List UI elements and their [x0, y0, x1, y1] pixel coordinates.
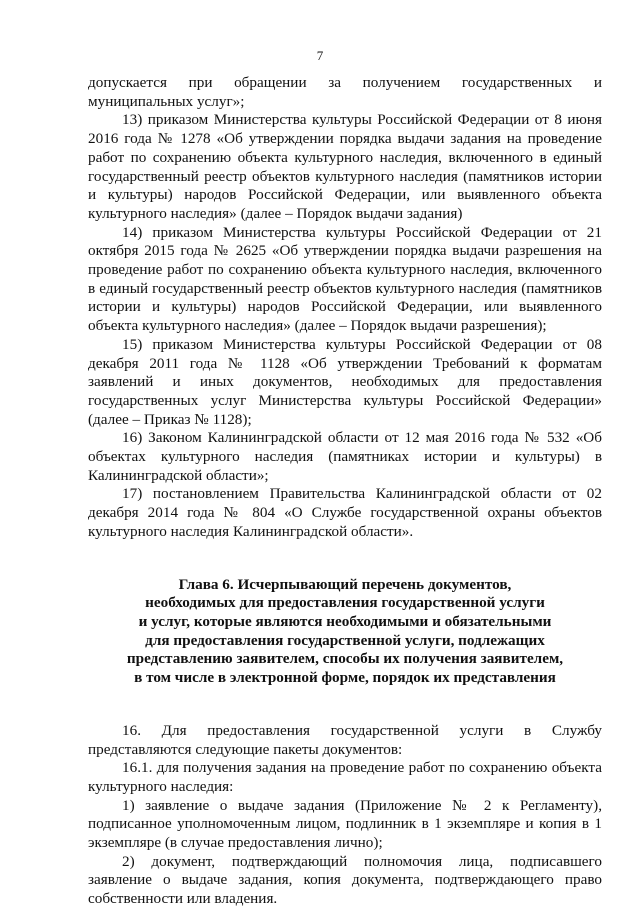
- paragraph-section-16: 16. Для предоставления государственной услуги в Службу представляются следующие пакеты документов:: [88, 721, 602, 758]
- paragraph-item-14: 14) приказом Министерства культуры Российской Федерации от 21 октября 2015 года № 2625 «Об утверждении порядка выдачи разрешения на проведение работ по сохранению объекта культурного наследия, включенного в единый государственный реестр объектов культурного наследия (памятников истории и культуры) народов Российской Федерации, или выявленного объекта культурного наследия» (далее – Порядок выдачи разрешения);: [88, 223, 602, 335]
- paragraph-item-15: 15) приказом Министерства культуры Российской Федерации от 08 декабря 2011 года № 1128 «Об утверждении Требований к форматам заявлений и иных документов, необходимых для предоставления государственных услуг Министерства культуры Российской Федерации» (далее – Приказ № 1128);: [88, 335, 602, 428]
- chapter-heading-line: представлению заявителем, способы их получения заявителем,: [126, 650, 564, 668]
- paragraph-item-13: 13) приказом Министерства культуры Российской Федерации от 8 июня 2016 года № 1278 «Об утверждении порядка выдачи задания на проведение работ по сохранению объекта культурного наследия, включенного в единый государственный реестр объектов культурного наследия (памятников истории и культуры) народов Российской Федерации, или выявленного объекта культурного наследия» (далее – Порядок выдачи задания): [88, 111, 602, 222]
- chapter-heading-line: для предоставления государственной услуги, подлежащих: [145, 631, 545, 649]
- chapter-heading-line: в том числе в электронной форме, порядок их представления: [134, 669, 556, 687]
- chapter-heading-line: и услуг, которые являются необходимыми и обязательными: [138, 612, 552, 630]
- paragraph-item-17: 17) постановлением Правительства Калининградской области от 02 декабря 2014 года № 804 «О Службе государственной охраны объектов культурного наследия Калининградской области».: [88, 485, 602, 540]
- chapter-heading-line: Глава 6. Исчерпывающий перечень документов,: [178, 575, 512, 593]
- paragraph-item-16: 16) Законом Калининградской области от 12 мая 2016 года № 532 «Об объектах культурного наследия (памятниках истории и культуры) в Калининградской области»;: [88, 429, 602, 484]
- chapter-heading: [88, 576, 602, 688]
- page-number: 7: [316, 48, 324, 63]
- document-body: [88, 74, 602, 909]
- paragraph-doc-item-1: 1) заявление о выдаче задания (Приложение № 2 к Регламенту), подписанное уполномоченным лицом, подлинник в 1 экземпляре и копия в 1 экземпляре (в случае предоставления лично);: [88, 796, 602, 852]
- paragraph-continuation: допускается при обращении за получением государственных и муниципальных услуг»;: [88, 74, 602, 110]
- paragraph-section-16-1: 16.1. для получения задания на проведение работ по сохранению объекта культурного наследия:: [88, 759, 602, 795]
- paragraph-doc-item-2: 2) документ, подтверждающий полномочия лица, подписавшего заявление о выдаче задания, копия документа, подтверждающего право собственности или владения.: [88, 852, 602, 908]
- chapter-heading-line: необходимых для предоставления государственной услуги: [145, 594, 545, 612]
